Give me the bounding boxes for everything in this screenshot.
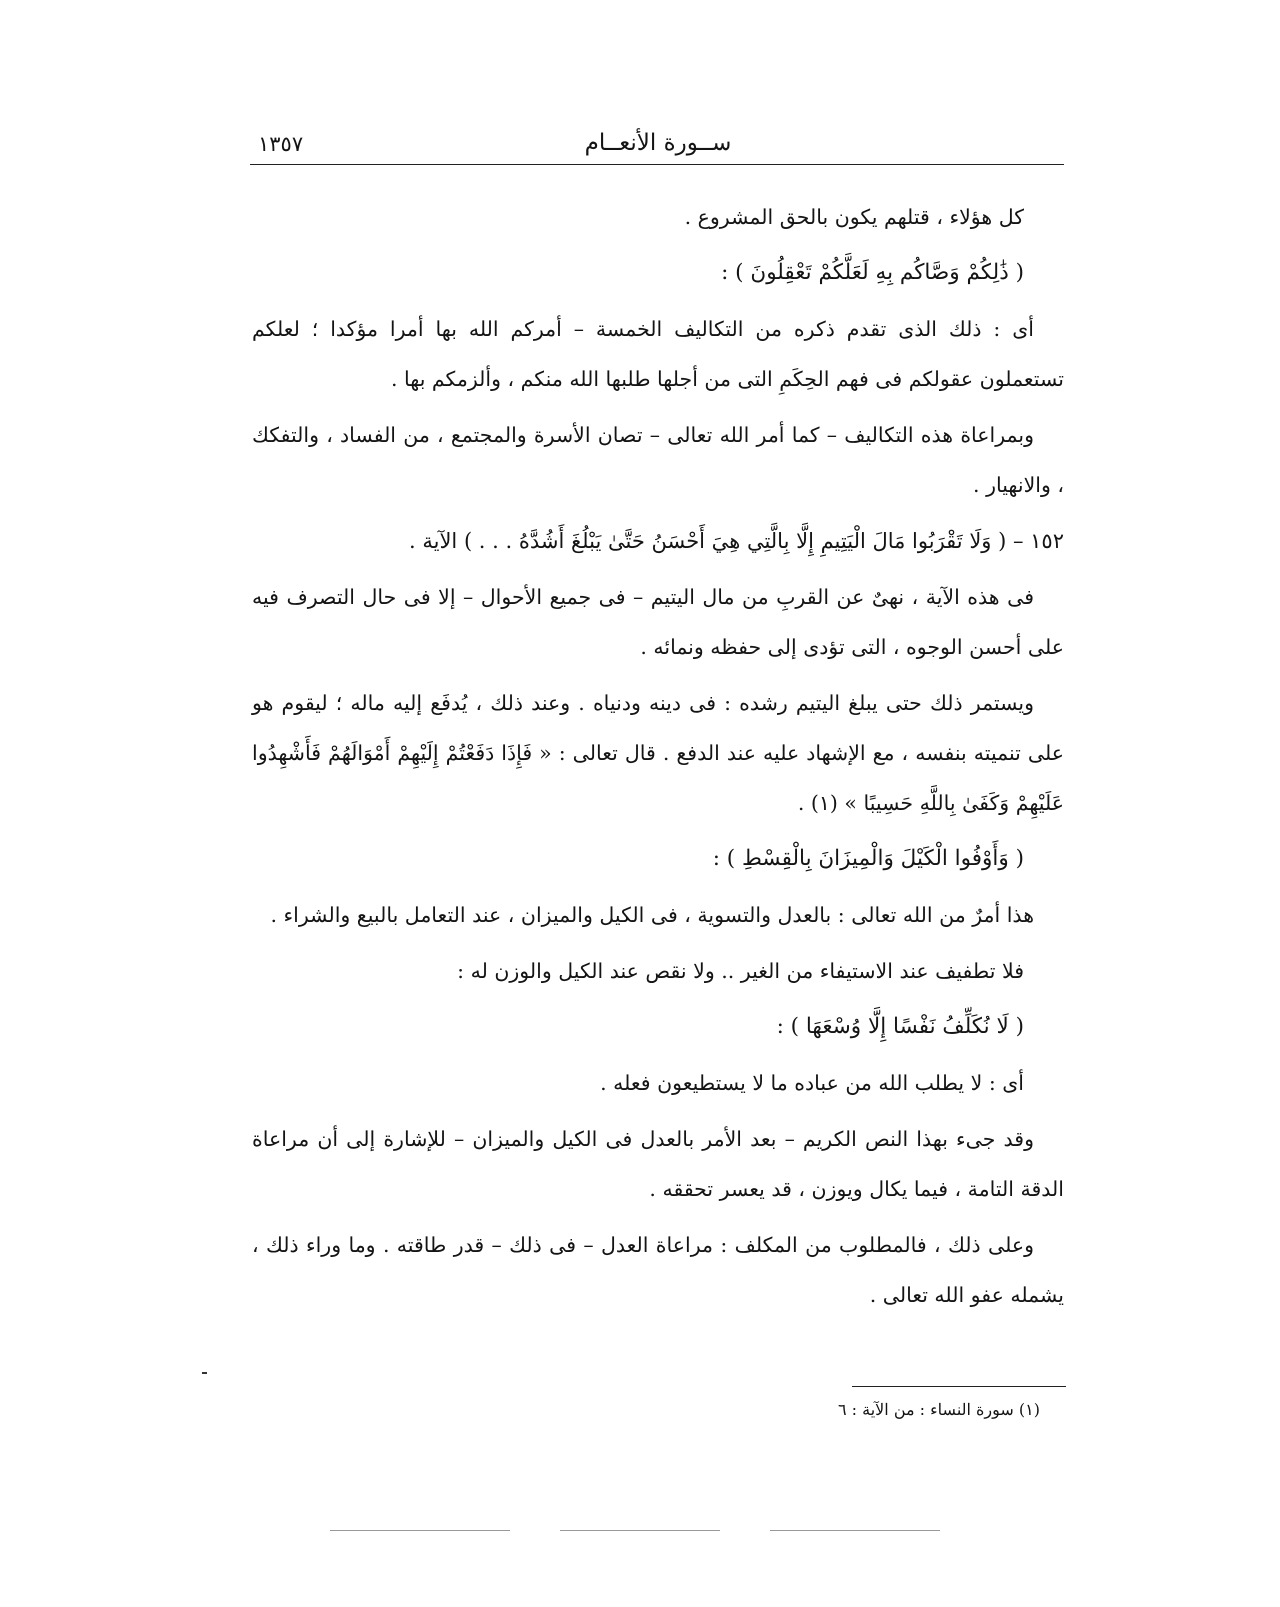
- scan-edge-line: [770, 1530, 940, 1531]
- paragraph: كل هؤلاء ، قتلهم يكون بالحق المشروع .: [684, 205, 1024, 229]
- quran-verse: ( وَأَوْفُوا الْكَيْلَ وَالْمِيزَانَ بِالْقِسْطِ ) :: [712, 846, 1024, 871]
- scan-mark: [202, 1372, 207, 1374]
- paragraph: أى : ذلك الذى تقدم ذكره من التكاليف الخمسة – أمركم الله بها أمرا مؤكدا ؛ لعلكم تستعملون عقولكم فى فهم الحِكَمِ التى من أجلها طلبها الله منكم ، وألزمكم بها .: [252, 317, 1064, 391]
- paragraph: فلا تطفيف عند الاستيفاء من الغير .. ولا نقص عند الكيل والوزن له :: [457, 959, 1024, 983]
- body-text: [252, 192, 1064, 1326]
- ayah-heading: ١٥٢ – ( وَلَا تَقْرَبُوا مَالَ الْيَتِيمِ إِلَّا بِالَّتِي هِيَ أَحْسَنُ حَتَّىٰ يَبْلُغَ أَشُدَّهُ . . . ) الآية .: [409, 529, 1064, 553]
- paragraph: وبمراعاة هذه التكاليف – كما أمر الله تعالى – تصان الأسرة والمجتمع ، من الفساد ، والتفكك ، والانهيار .: [252, 423, 1064, 497]
- footnote: (١) سورة النساء : من الآية : ٦: [837, 1400, 1040, 1419]
- paragraph: هذا أمرٌ من الله تعالى : بالعدل والتسوية ، فى الكيل والميزان ، عند التعامل بالبيع والشراء .: [270, 903, 1034, 927]
- paragraph: وقد جىء بهذا النص الكريم – بعد الأمر بالعدل فى الكيل والميزان – للإشارة إلى أن مراعاة الدقة التامة ، فيما يكال ويوزن ، قد يعسر تحققه .: [252, 1127, 1064, 1201]
- scan-edge-line: [330, 1530, 510, 1531]
- page-header: [252, 126, 1064, 166]
- quran-verse: ( ذَٰلِكُمْ وَصَّاكُم بِهِ لَعَلَّكُمْ تَعْقِلُونَ ) :: [721, 260, 1024, 285]
- page-number: ١٣٥٧: [258, 132, 304, 156]
- surah-title: ســورة الأنعــام: [584, 130, 732, 156]
- quran-verse: ( لَا نُكَلِّفُ نَفْسًا إِلَّا وُسْعَهَا ) :: [776, 1014, 1024, 1039]
- scan-edge-line: [560, 1530, 720, 1531]
- paragraph: وعلى ذلك ، فالمطلوب من المكلف : مراعاة العدل – فى ذلك – قدر طاقته . وما وراء ذلك ، يشمله عفو الله تعالى .: [252, 1233, 1064, 1307]
- paragraph: أى : لا يطلب الله من عباده ما لا يستطيعون فعله .: [600, 1071, 1024, 1095]
- paragraph: ويستمر ذلك حتى يبلغ اليتيم رشده : فى دينه ودنياه . وعند ذلك ، يُدفَع إليه ماله ؛ ليقوم هو على تنميته بنفسه ، مع الإشهاد عليه عند الدفع . قال تعالى : « فَإِذَا دَفَعْتُمْ إِلَيْهِمْ أَمْوَالَهُمْ فَأَشْهِدُوا عَلَيْهِمْ وَكَفَىٰ بِاللَّهِ حَسِيبًا » (١) .: [252, 691, 1064, 815]
- header-divider: [250, 164, 1064, 165]
- paragraph: فى هذه الآية ، نهىٌ عن القربِ من مال اليتيم – فى جميع الأحوال – إلا فى حال التصرف فيه على أحسن الوجوه ، التى تؤدى إلى حفظه ونمائه .: [252, 585, 1064, 659]
- footnote-divider: [852, 1386, 1066, 1387]
